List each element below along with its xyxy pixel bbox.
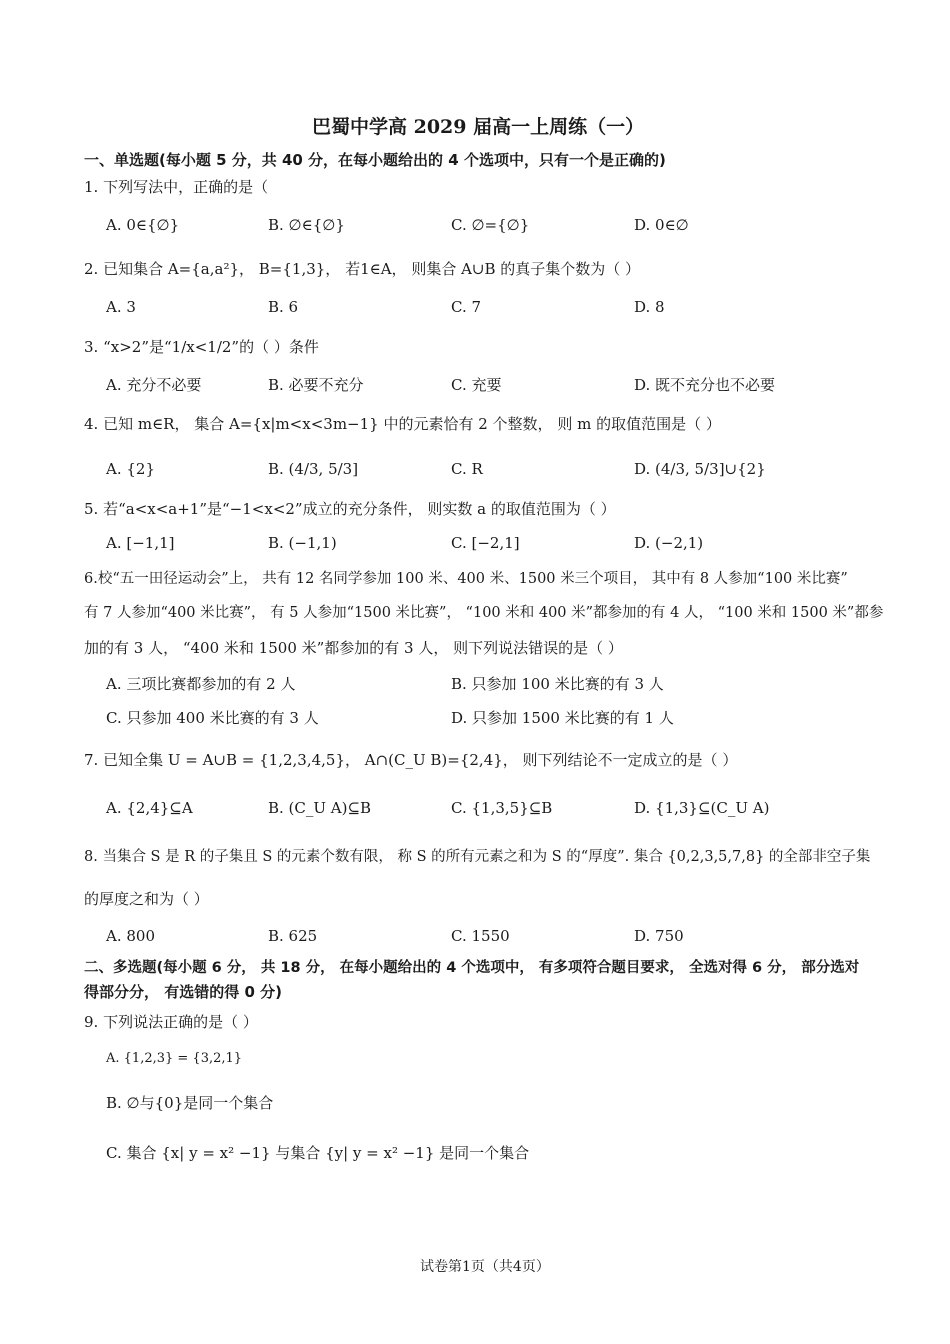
question-4-option-a: A. {2} [106, 460, 155, 478]
question-4-option-d: D. (4/3, 5/3]∪{2} [634, 460, 766, 478]
question-4-option-c: C. R [451, 460, 483, 478]
question-9-option-b: B. ∅与{0}是同一个集合 [106, 1094, 274, 1112]
question-7-option-a: A. {2,4}⊆A [106, 799, 193, 817]
page-title: 巴蜀中学高 2029 届高一上周练（一） [312, 116, 645, 138]
question-1-option-b: B. ∅∈{∅} [268, 216, 345, 234]
section-2-heading-line-1: 二、多选题(每小题 6 分， 共 18 分， 在每小题给出的 4 个选项中， 有多项符合题目要求， 全选对得 6 分， 部分选对 [84, 960, 860, 976]
question-6-line-1: 6.校“五一田径运动会”上， 共有 12 名同学参加 100 米、400 米、1500 米三个项目， 其中有 8 人参加“100 米比赛” [84, 571, 848, 587]
question-9-option-a: A. {1,2,3} = {3,2,1} [106, 1051, 243, 1066]
page-footer: 试卷第1页（共4页） [420, 1259, 550, 1275]
question-3-option-d: D. 既不充分也不必要 [634, 376, 776, 394]
question-8-option-b: B. 625 [268, 927, 318, 945]
question-3-option-a: A. 充分不必要 [106, 376, 202, 394]
question-3-option-c: C. 充要 [451, 376, 502, 394]
section-2-heading-line-2: 得部分分， 有选错的得 0 分) [84, 983, 282, 1001]
question-8-option-a: A. 800 [106, 927, 155, 945]
question-4-stem: 4. 已知 m∈R， 集合 A={x|m<x<3m−1} 中的元素恰有 2 个整数， 则 m 的取值范围是（ ） [84, 415, 721, 433]
question-7-option-d: D. {1,3}⊆(C_U A) [634, 799, 770, 817]
question-5-option-d: D. (−2,1) [634, 534, 704, 552]
question-5-option-c: C. [−2,1] [451, 534, 520, 552]
section-1-heading: 一、单选题(每小题 5 分，共 40 分，在每小题给出的 4 个选项中，只有一个是正确的) [84, 151, 666, 169]
question-6-line-2: 有 7 人参加“400 米比赛”， 有 5 人参加“1500 米比赛”， “100 米和 400 米”都参加的有 4 人， “100 米和 1500 米”都参 [84, 605, 884, 621]
question-8-line-2: 的厚度之和为（ ） [84, 890, 209, 908]
question-2-stem: 2. 已知集合 A={a,a²}， B={1,3}， 若1∈A， 则集合 A∪B 的真子集个数为（ ） [84, 260, 641, 278]
question-6-option-a: A. 三项比赛都参加的有 2 人 [106, 675, 296, 693]
question-3-stem: 3. “x>2”是“1/x<1/2”的（ ）条件 [84, 338, 319, 356]
question-1-option-a: A. 0∈{∅} [106, 216, 180, 234]
question-6-option-c: C. 只参加 400 米比赛的有 3 人 [106, 709, 319, 727]
question-2-option-a: A. 3 [106, 298, 136, 316]
question-1-stem: 1. 下列写法中，正确的是（ [84, 178, 269, 196]
question-7-stem: 7. 已知全集 U = A∪B = {1,2,3,4,5}， A∩(C_U B)={2,4}， 则下列结论不一定成立的是（ ） [84, 751, 738, 769]
question-8-line-1: 8. 当集合 S 是 R 的子集且 S 的元素个数有限， 称 S 的所有元素之和为 S 的“厚度”. 集合 {0,2,3,5,7,8} 的全部非空子集 [84, 849, 871, 865]
question-2-option-b: B. 6 [268, 298, 299, 316]
question-5-option-b: B. (−1,1) [268, 534, 337, 552]
question-9-option-c: C. 集合 {x| y = x² −1} 与集合 {y| y = x² −1} 是同一个集合 [106, 1144, 530, 1162]
question-5-stem: 5. 若“a<x<a+1”是“−1<x<2”成立的充分条件， 则实数 a 的取值范围为（ ） [84, 500, 616, 518]
question-4-option-b: B. (4/3, 5/3] [268, 460, 359, 478]
question-2-option-d: D. 8 [634, 298, 665, 316]
question-6-line-3: 加的有 3 人， “400 米和 1500 米”都参加的有 3 人， 则下列说法错误的是（ ） [84, 639, 623, 657]
question-5-option-a: A. [−1,1] [106, 534, 175, 552]
question-6-option-d: D. 只参加 1500 米比赛的有 1 人 [451, 709, 674, 727]
question-1-option-d: D. 0∈∅ [634, 216, 689, 234]
question-7-option-b: B. (C_U A)⊆B [268, 799, 372, 817]
question-1-option-c: C. ∅={∅} [451, 216, 530, 234]
question-8-option-d: D. 750 [634, 927, 684, 945]
question-2-option-c: C. 7 [451, 298, 482, 316]
question-9-stem: 9. 下列说法正确的是（ ） [84, 1013, 258, 1031]
question-8-option-c: C. 1550 [451, 927, 510, 945]
question-7-option-c: C. {1,3,5}⊆B [451, 799, 553, 817]
question-3-option-b: B. 必要不充分 [268, 376, 364, 394]
question-6-option-b: B. 只参加 100 米比赛的有 3 人 [451, 675, 664, 693]
